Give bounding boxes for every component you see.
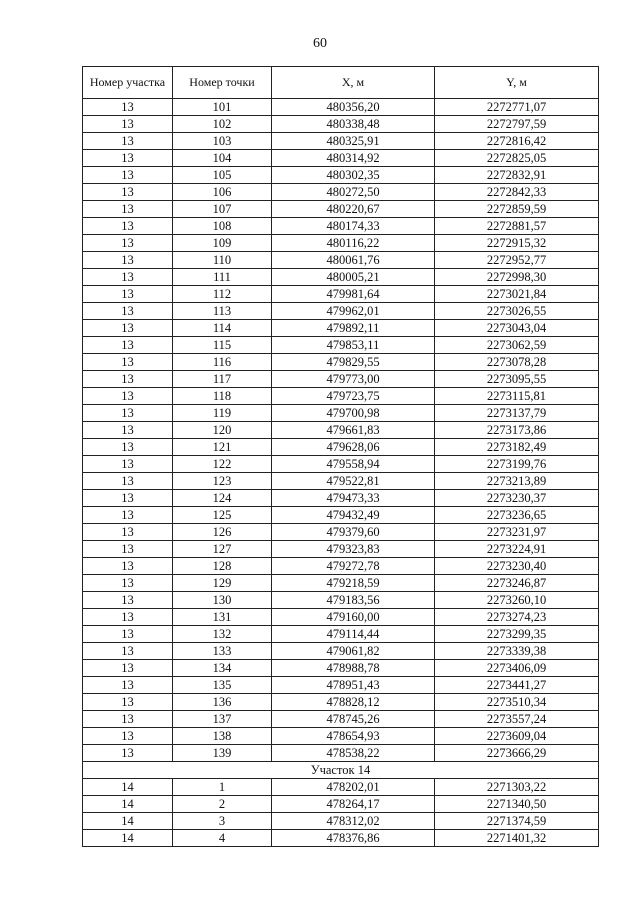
point-number-cell: 127 <box>173 541 272 558</box>
header-row <box>83 67 599 99</box>
section-number-cell: 13 <box>83 745 173 762</box>
section-number-cell: 13 <box>83 371 173 388</box>
section-number-cell: 13 <box>83 167 173 184</box>
point-number-cell: 101 <box>173 99 272 116</box>
y-coordinate-cell: 2273021,84 <box>435 286 599 303</box>
table-row <box>83 252 599 269</box>
point-number-cell: 108 <box>173 218 272 235</box>
point-number-cell: 1 <box>173 779 272 796</box>
y-coordinate-cell: 2273441,27 <box>435 677 599 694</box>
coordinates-table <box>82 66 599 847</box>
y-coordinate-cell: 2273182,49 <box>435 439 599 456</box>
point-number-cell: 4 <box>173 830 272 847</box>
x-coordinate-cell: 478745,26 <box>272 711 435 728</box>
x-coordinate-cell: 478988,78 <box>272 660 435 677</box>
x-coordinate-cell: 479558,94 <box>272 456 435 473</box>
section-number-cell: 13 <box>83 354 173 371</box>
x-coordinate-cell: 480061,76 <box>272 252 435 269</box>
y-coordinate-cell: 2272842,33 <box>435 184 599 201</box>
y-coordinate-cell: 2273173,86 <box>435 422 599 439</box>
table-row <box>83 439 599 456</box>
y-coordinate-cell: 2272952,77 <box>435 252 599 269</box>
x-coordinate-cell: 479160,00 <box>272 609 435 626</box>
y-coordinate-cell: 2271374,59 <box>435 813 599 830</box>
y-coordinate-cell: 2273213,89 <box>435 473 599 490</box>
table-row <box>83 150 599 167</box>
section-number-cell: 13 <box>83 235 173 252</box>
point-number-cell: 2 <box>173 796 272 813</box>
point-number-cell: 115 <box>173 337 272 354</box>
point-number-cell: 106 <box>173 184 272 201</box>
table-body-section-13 <box>83 99 599 762</box>
section-number-cell: 13 <box>83 150 173 167</box>
section-heading-group <box>83 762 599 779</box>
x-coordinate-cell: 479661,83 <box>272 422 435 439</box>
section-number-cell: 13 <box>83 388 173 405</box>
x-coordinate-cell: 480005,21 <box>272 269 435 286</box>
section-number-cell: 13 <box>83 456 173 473</box>
section-number-cell: 13 <box>83 320 173 337</box>
page-number: 60 <box>313 36 327 51</box>
y-coordinate-cell: 2273230,40 <box>435 558 599 575</box>
y-coordinate-cell: 2273236,65 <box>435 507 599 524</box>
table-row <box>83 677 599 694</box>
header-y-coordinate: Y, м <box>435 67 599 99</box>
table-row <box>83 99 599 116</box>
section-number-cell: 13 <box>83 609 173 626</box>
table-row <box>83 558 599 575</box>
x-coordinate-cell: 479061,82 <box>272 643 435 660</box>
x-coordinate-cell: 478951,43 <box>272 677 435 694</box>
x-coordinate-cell: 480314,92 <box>272 150 435 167</box>
section-number-cell: 14 <box>83 796 173 813</box>
x-coordinate-cell: 479272,78 <box>272 558 435 575</box>
y-coordinate-cell: 2272825,05 <box>435 150 599 167</box>
section-number-cell: 13 <box>83 218 173 235</box>
header-point-number: Номер точки <box>173 67 272 99</box>
table-row <box>83 660 599 677</box>
table-row <box>83 575 599 592</box>
point-number-cell: 124 <box>173 490 272 507</box>
y-coordinate-cell: 2273062,59 <box>435 337 599 354</box>
section-number-cell: 13 <box>83 286 173 303</box>
table-row <box>83 507 599 524</box>
y-coordinate-cell: 2273231,97 <box>435 524 599 541</box>
x-coordinate-cell: 479981,64 <box>272 286 435 303</box>
x-coordinate-cell: 480356,20 <box>272 99 435 116</box>
point-number-cell: 116 <box>173 354 272 371</box>
point-number-cell: 133 <box>173 643 272 660</box>
x-coordinate-cell: 479773,00 <box>272 371 435 388</box>
x-coordinate-cell: 479829,55 <box>272 354 435 371</box>
y-coordinate-cell: 2273299,35 <box>435 626 599 643</box>
y-coordinate-cell: 2271340,50 <box>435 796 599 813</box>
section-number-cell: 13 <box>83 694 173 711</box>
section-number-cell: 13 <box>83 728 173 745</box>
section-number-cell: 13 <box>83 643 173 660</box>
x-coordinate-cell: 479723,75 <box>272 388 435 405</box>
table-row <box>83 524 599 541</box>
y-coordinate-cell: 2273406,09 <box>435 660 599 677</box>
section-number-cell: 13 <box>83 660 173 677</box>
section-number-cell: 14 <box>83 830 173 847</box>
y-coordinate-cell: 2272832,91 <box>435 167 599 184</box>
y-coordinate-cell: 2272915,32 <box>435 235 599 252</box>
table-row <box>83 711 599 728</box>
point-number-cell: 104 <box>173 150 272 167</box>
section-number-cell: 13 <box>83 524 173 541</box>
y-coordinate-cell: 2272998,30 <box>435 269 599 286</box>
section-number-cell: 13 <box>83 439 173 456</box>
point-number-cell: 122 <box>173 456 272 473</box>
table-row <box>83 388 599 405</box>
x-coordinate-cell: 478312,02 <box>272 813 435 830</box>
section-number-cell: 13 <box>83 184 173 201</box>
table-row <box>83 643 599 660</box>
point-number-cell: 121 <box>173 439 272 456</box>
table-row <box>83 473 599 490</box>
point-number-cell: 130 <box>173 592 272 609</box>
x-coordinate-cell: 480116,22 <box>272 235 435 252</box>
section-number-cell: 13 <box>83 558 173 575</box>
x-coordinate-cell: 480220,67 <box>272 201 435 218</box>
table-row <box>83 320 599 337</box>
table-row <box>83 728 599 745</box>
point-number-cell: 117 <box>173 371 272 388</box>
section-number-cell: 13 <box>83 337 173 354</box>
section-number-cell: 14 <box>83 813 173 830</box>
table-row <box>83 541 599 558</box>
header-x-coordinate: X, м <box>272 67 435 99</box>
section-number-cell: 13 <box>83 269 173 286</box>
point-number-cell: 111 <box>173 269 272 286</box>
section-number-cell: 13 <box>83 541 173 558</box>
point-number-cell: 3 <box>173 813 272 830</box>
section-number-cell: 13 <box>83 116 173 133</box>
y-coordinate-cell: 2273043,04 <box>435 320 599 337</box>
point-number-cell: 138 <box>173 728 272 745</box>
x-coordinate-cell: 480174,33 <box>272 218 435 235</box>
section-number-cell: 13 <box>83 507 173 524</box>
point-number-cell: 109 <box>173 235 272 252</box>
section-number-cell: 13 <box>83 201 173 218</box>
y-coordinate-cell: 2272881,57 <box>435 218 599 235</box>
section-number-cell: 13 <box>83 677 173 694</box>
table-row <box>83 694 599 711</box>
x-coordinate-cell: 479628,06 <box>272 439 435 456</box>
y-coordinate-cell: 2273510,34 <box>435 694 599 711</box>
section-number-cell: 13 <box>83 473 173 490</box>
point-number-cell: 134 <box>173 660 272 677</box>
section-number-cell: 13 <box>83 490 173 507</box>
table-row <box>83 405 599 422</box>
x-coordinate-cell: 479962,01 <box>272 303 435 320</box>
table-row <box>83 813 599 830</box>
section-number-cell: 13 <box>83 133 173 150</box>
table-row <box>83 235 599 252</box>
point-number-cell: 107 <box>173 201 272 218</box>
table-row <box>83 830 599 847</box>
y-coordinate-cell: 2273078,28 <box>435 354 599 371</box>
point-number-cell: 125 <box>173 507 272 524</box>
point-number-cell: 118 <box>173 388 272 405</box>
x-coordinate-cell: 479473,33 <box>272 490 435 507</box>
table-row <box>83 354 599 371</box>
x-coordinate-cell: 479218,59 <box>272 575 435 592</box>
y-coordinate-cell: 2271401,32 <box>435 830 599 847</box>
point-number-cell: 128 <box>173 558 272 575</box>
table-row <box>83 167 599 184</box>
x-coordinate-cell: 478264,17 <box>272 796 435 813</box>
y-coordinate-cell: 2273095,55 <box>435 371 599 388</box>
section-number-cell: 13 <box>83 252 173 269</box>
y-coordinate-cell: 2273115,81 <box>435 388 599 405</box>
table-row <box>83 456 599 473</box>
y-coordinate-cell: 2273557,24 <box>435 711 599 728</box>
table-row <box>83 592 599 609</box>
y-coordinate-cell: 2273609,04 <box>435 728 599 745</box>
x-coordinate-cell: 478538,22 <box>272 745 435 762</box>
table-row <box>83 626 599 643</box>
table-row <box>83 218 599 235</box>
point-number-cell: 132 <box>173 626 272 643</box>
table-row <box>83 371 599 388</box>
x-coordinate-cell: 479700,98 <box>272 405 435 422</box>
table-row <box>83 303 599 320</box>
x-coordinate-cell: 478202,01 <box>272 779 435 796</box>
x-coordinate-cell: 479432,49 <box>272 507 435 524</box>
y-coordinate-cell: 2273274,23 <box>435 609 599 626</box>
table-row <box>83 796 599 813</box>
y-coordinate-cell: 2272859,59 <box>435 201 599 218</box>
table-body-section-14 <box>83 779 599 847</box>
x-coordinate-cell: 479114,44 <box>272 626 435 643</box>
y-coordinate-cell: 2273137,79 <box>435 405 599 422</box>
y-coordinate-cell: 2272797,59 <box>435 116 599 133</box>
point-number-cell: 129 <box>173 575 272 592</box>
x-coordinate-cell: 479183,56 <box>272 592 435 609</box>
section-heading-row <box>83 762 599 779</box>
point-number-cell: 131 <box>173 609 272 626</box>
x-coordinate-cell: 479323,83 <box>272 541 435 558</box>
x-coordinate-cell: 480325,91 <box>272 133 435 150</box>
table-header <box>83 67 599 99</box>
point-number-cell: 102 <box>173 116 272 133</box>
y-coordinate-cell: 2273246,87 <box>435 575 599 592</box>
table-row <box>83 201 599 218</box>
table-row <box>83 745 599 762</box>
point-number-cell: 105 <box>173 167 272 184</box>
x-coordinate-cell: 480302,35 <box>272 167 435 184</box>
table-row <box>83 269 599 286</box>
table-row <box>83 133 599 150</box>
section-number-cell: 13 <box>83 422 173 439</box>
y-coordinate-cell: 2273230,37 <box>435 490 599 507</box>
table-row <box>83 116 599 133</box>
x-coordinate-cell: 478828,12 <box>272 694 435 711</box>
point-number-cell: 103 <box>173 133 272 150</box>
section-number-cell: 13 <box>83 575 173 592</box>
x-coordinate-cell: 479379,60 <box>272 524 435 541</box>
x-coordinate-cell: 479522,81 <box>272 473 435 490</box>
section-number-cell: 13 <box>83 626 173 643</box>
point-number-cell: 139 <box>173 745 272 762</box>
y-coordinate-cell: 2273026,55 <box>435 303 599 320</box>
y-coordinate-cell: 2273224,91 <box>435 541 599 558</box>
y-coordinate-cell: 2271303,22 <box>435 779 599 796</box>
section-number-cell: 13 <box>83 405 173 422</box>
y-coordinate-cell: 2273260,10 <box>435 592 599 609</box>
y-coordinate-cell: 2273339,38 <box>435 643 599 660</box>
point-number-cell: 126 <box>173 524 272 541</box>
x-coordinate-cell: 478376,86 <box>272 830 435 847</box>
x-coordinate-cell: 478654,93 <box>272 728 435 745</box>
y-coordinate-cell: 2273666,29 <box>435 745 599 762</box>
point-number-cell: 137 <box>173 711 272 728</box>
table-row <box>83 779 599 796</box>
x-coordinate-cell: 480338,48 <box>272 116 435 133</box>
table-row <box>83 422 599 439</box>
table-row <box>83 184 599 201</box>
y-coordinate-cell: 2272771,07 <box>435 99 599 116</box>
point-number-cell: 119 <box>173 405 272 422</box>
point-number-cell: 123 <box>173 473 272 490</box>
header-section-number: Номер участка <box>83 67 173 99</box>
section-number-cell: 13 <box>83 592 173 609</box>
point-number-cell: 135 <box>173 677 272 694</box>
section-14-title: Участок 14 <box>83 762 599 779</box>
section-number-cell: 14 <box>83 779 173 796</box>
point-number-cell: 113 <box>173 303 272 320</box>
y-coordinate-cell: 2272816,42 <box>435 133 599 150</box>
table-row <box>83 490 599 507</box>
x-coordinate-cell: 479892,11 <box>272 320 435 337</box>
point-number-cell: 110 <box>173 252 272 269</box>
y-coordinate-cell: 2273199,76 <box>435 456 599 473</box>
point-number-cell: 114 <box>173 320 272 337</box>
section-number-cell: 13 <box>83 99 173 116</box>
table-row <box>83 609 599 626</box>
x-coordinate-cell: 479853,11 <box>272 337 435 354</box>
section-number-cell: 13 <box>83 303 173 320</box>
point-number-cell: 112 <box>173 286 272 303</box>
section-number-cell: 13 <box>83 711 173 728</box>
table-row <box>83 286 599 303</box>
x-coordinate-cell: 480272,50 <box>272 184 435 201</box>
point-number-cell: 136 <box>173 694 272 711</box>
table-row <box>83 337 599 354</box>
point-number-cell: 120 <box>173 422 272 439</box>
